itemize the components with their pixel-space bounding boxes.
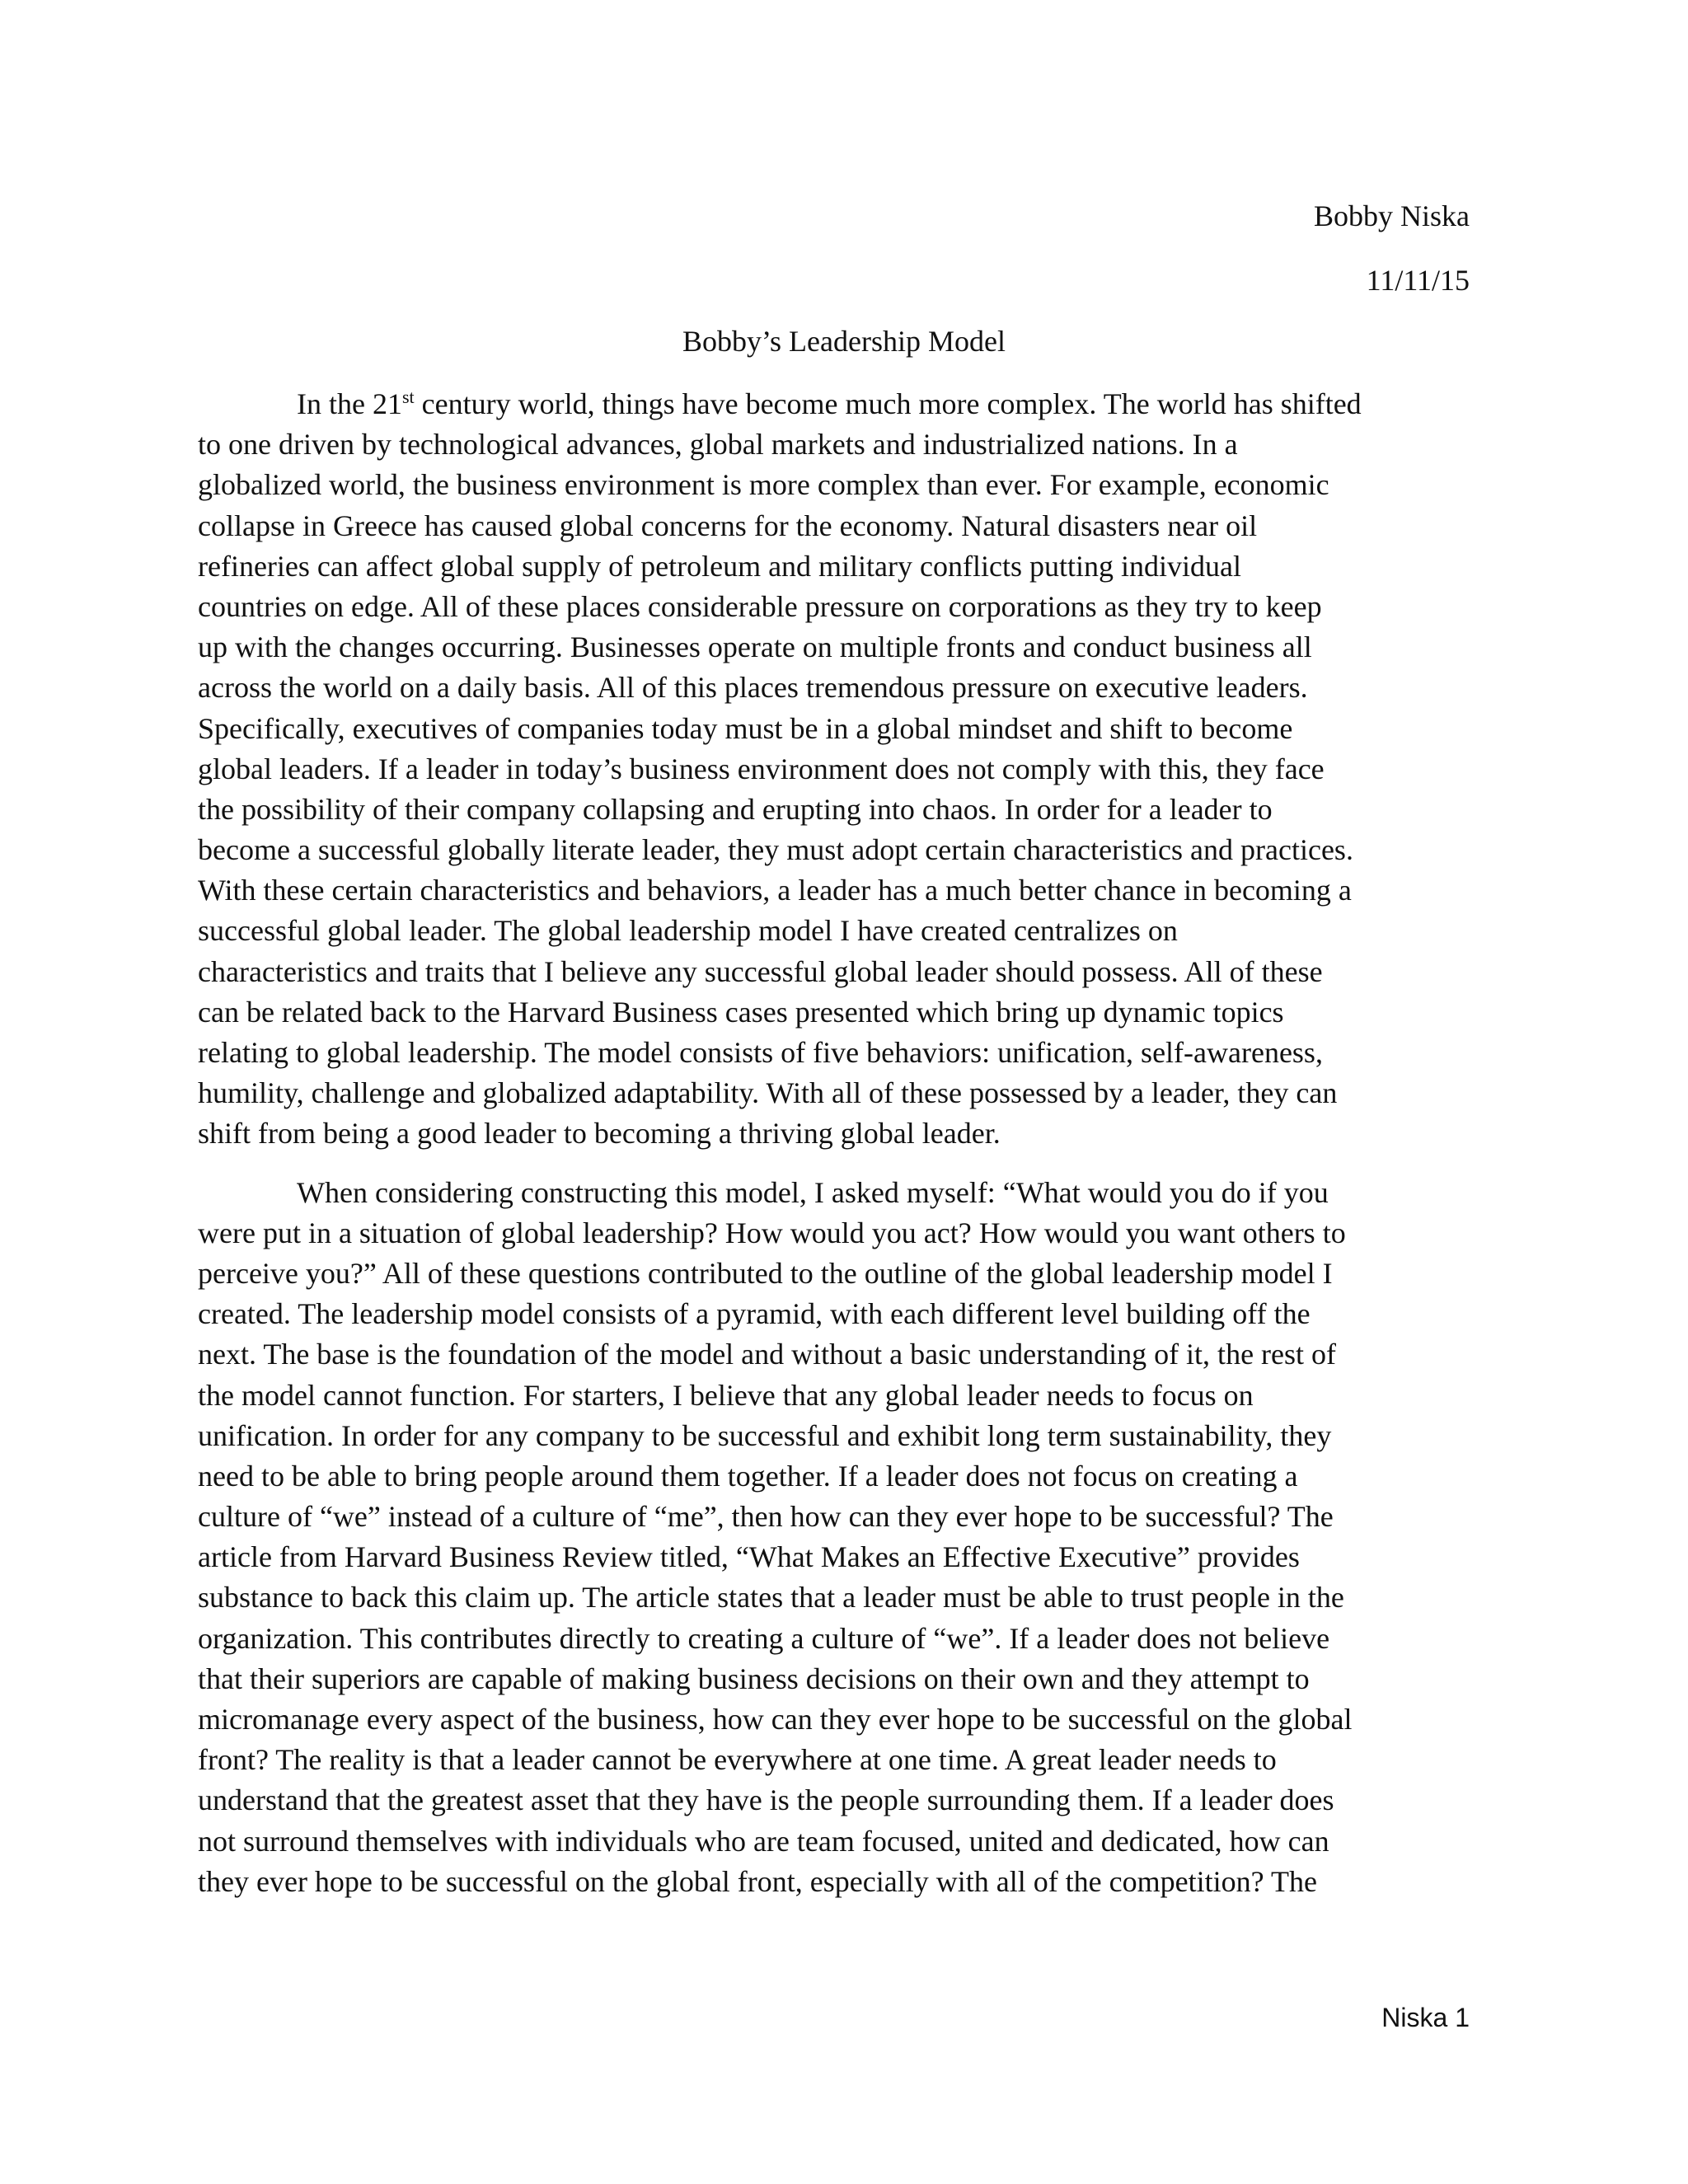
text-line: successful global leader. The global leadership model I have created centralizes on [198,914,1178,948]
text-line: perceive you?” All of these questions contributed to the outline of the global leadership model I [198,1256,1333,1290]
paragraph-1 [198,384,1484,1155]
document-title: Bobby’s Leadership Model [682,325,1006,358]
paragraph-1-line-1 [198,384,1484,424]
text-line: next. The base is the foundation of the model and without a basic understanding of it, the rest of [198,1338,1337,1371]
text-line: were put in a situation of global leadership? How would you act? How would you want others to [198,1216,1346,1249]
document-body [198,384,1484,1902]
text-line: With these certain characteristics and behaviors, a leader has a much better chance in becoming a [198,874,1352,907]
text-line: refineries can affect global supply of petroleum and military conflicts putting individual [198,549,1241,583]
text-line: unification. In order for any company to be successful and exhibit long term sustainability, they [198,1418,1332,1452]
text-line: not surround themselves with individuals who are team focused, united and dedicated, how can [198,1824,1329,1858]
text-line: the possibility of their company collapsing and erupting into chaos. In order for a leader to [198,792,1273,826]
text-line: organization. This contributes directly to creating a culture of “we”. If a leader does not believe [198,1621,1330,1655]
document-date: 11/11/15 [1366,264,1470,297]
text-line: globalized world, the business environment is more complex than ever. For example, economic [198,468,1329,502]
text-line: global leaders. If a leader in today’s business environment does not comply with this, they face [198,752,1325,785]
text-line: front? The reality is that a leader cannot be everywhere at one time. A great leader needs to [198,1743,1277,1777]
text-line: understand that the greatest asset that they have is the people surrounding them. If a leader does [198,1783,1334,1817]
page-footer-label: Niska 1 [1381,2003,1470,2032]
text-line: the model cannot function. For starters, I believe that any global leader needs to focus on [198,1378,1254,1412]
paragraph-2 [198,1173,1484,1902]
text-line: that their superiors are capable of making business decisions on their own and they attempt to [198,1661,1310,1695]
text-line: Specifically, executives of companies today must be in a global mindset and shift to become [198,711,1293,745]
ordinal-superscript: st [401,387,415,407]
text-line: relating to global leadership. The model consists of five behaviors: unification, self-awareness, [198,1036,1323,1069]
author-name: Bobby Niska [1314,199,1470,232]
text-line: they ever hope to be successful on the global front, especially with all of the competition? The [198,1864,1317,1898]
text-line: become a successful globally literate leader, they must adopt certain characteristics and practices. [198,833,1353,867]
text-line: to one driven by technological advances, global markets and industrialized nations. In a [198,428,1238,462]
text-line: collapse in Greece has caused global concerns for the economy. Natural disasters near oil [198,509,1258,542]
line-1-suffix: century world, things have become much more complex. The world has shifted [414,387,1362,420]
text-line: shift from being a good leader to becoming a thriving global leader. [198,1117,1001,1151]
text-line: characteristics and traits that I believe any successful global leader should possess. All of these [198,954,1323,988]
text-line: humility, challenge and globalized adaptability. With all of these possessed by a leader, they can [198,1076,1338,1110]
text-line: across the world on a daily basis. All of this places tremendous pressure on executive leaders. [198,671,1308,705]
text-line: created. The leadership model consists of a pyramid, with each different level building off the [198,1297,1311,1331]
text-line: can be related back to the Harvard Business cases presented which bring up dynamic topics [198,995,1284,1029]
line-1-prefix: In the 21 [297,387,402,420]
text-line: up with the changes occurring. Businesses operate on multiple fronts and conduct business all [198,630,1312,664]
text-line: countries on edge. All of these places considerable pressure on corporations as they try to keep [198,589,1322,623]
text-line: substance to back this claim up. The article states that a leader must be able to trust people in the [198,1581,1344,1615]
text-line: need to be able to bring people around them together. If a leader does not focus on creating a [198,1459,1298,1493]
text-line: When considering constructing this model, I asked myself: “What would you do if you [297,1175,1329,1209]
text-line: micromanage every aspect of the business, how can they ever hope to be successful on the global [198,1703,1353,1736]
text-line: culture of “we” instead of a culture of “me”, then how can they ever hope to be successful? The [198,1500,1334,1534]
text-line: article from Harvard Business Review titled, “What Makes an Effective Executive” provides [198,1540,1300,1574]
